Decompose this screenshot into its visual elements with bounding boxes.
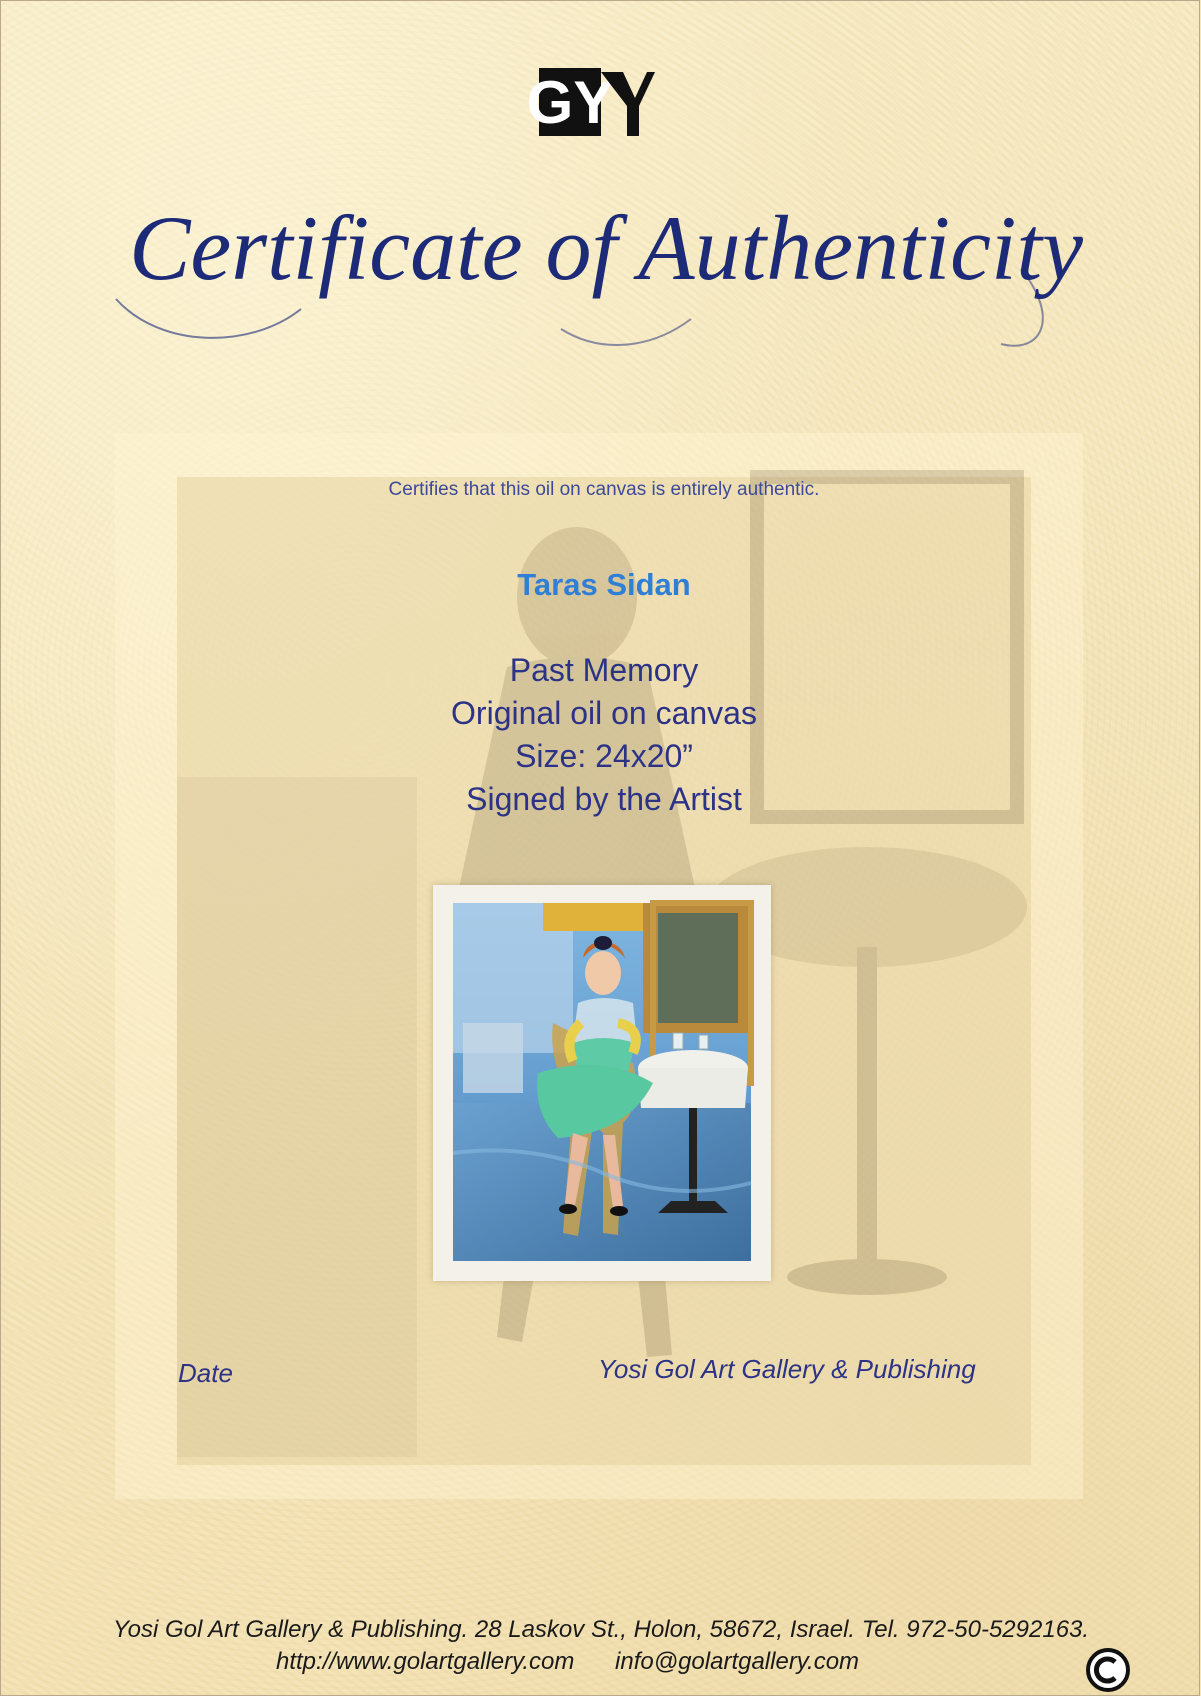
email-link[interactable]: info@golartgallery.com: [615, 1648, 860, 1675]
certificate-title: [1, 179, 1201, 369]
gy-logo-letters: GY: [526, 69, 614, 136]
artwork-image: [453, 903, 751, 1261]
artwork-title: Past Memory: [509, 652, 699, 688]
footer-address: Yosi Gol Art Gallery & Publishing. 28 Laskov St., Holon, 58672, Israel. Tel. 972-50-5292163.: [112, 1616, 1090, 1643]
artwork-signature-note: Signed by the Artist: [466, 781, 742, 817]
artwork-size: Size: 24x20”: [515, 738, 693, 774]
signature-label: Yosi Gol Art Gallery & Publishing: [598, 1354, 976, 1384]
certification-statement: Certifies that this oil on canvas is entirely authentic.: [388, 479, 820, 500]
gy-logo-icon: [526, 68, 655, 136]
copyright-icon: [1083, 1647, 1133, 1693]
artist-name: Taras Sidan: [517, 567, 691, 602]
artwork-medium: Original oil on canvas: [451, 695, 757, 731]
date-label: Date: [178, 1358, 233, 1388]
artwork-details: [177, 649, 1031, 821]
artwork-image-frame: [433, 885, 771, 1281]
website-link[interactable]: http://www.golartgallery.com: [276, 1648, 575, 1675]
certificate-title-text: Certificate of Authenticity: [129, 197, 1083, 299]
footer-links: [276, 1648, 893, 1676]
